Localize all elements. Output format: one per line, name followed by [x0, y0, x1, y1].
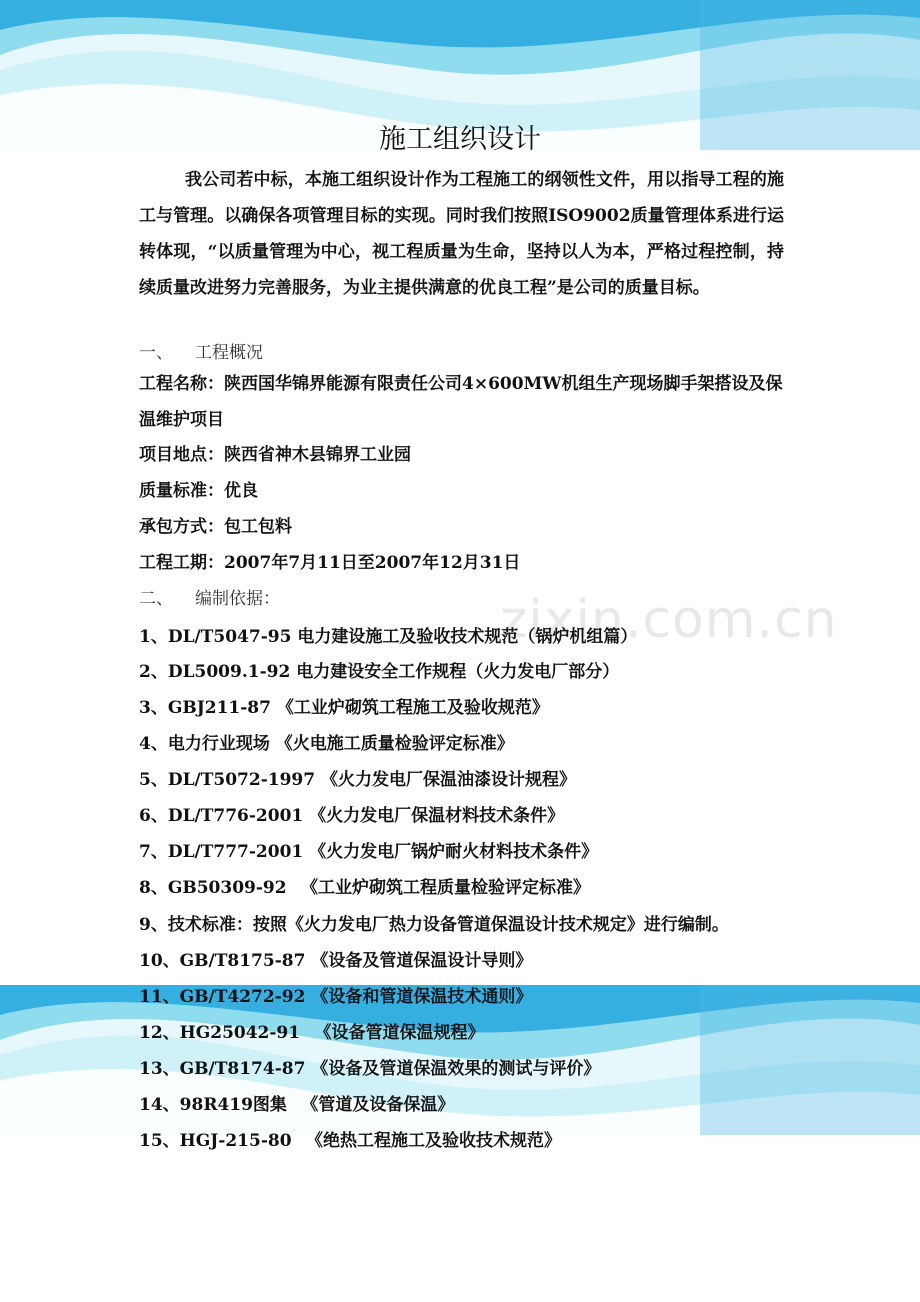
basis-item: 3、GBJ211-87 《工业炉砌筑工程施工及验收规范》 [139, 698, 549, 718]
project-duration: 工程工期：2007年7月11日至2007年12月31日 [139, 553, 521, 573]
section-heading-basis [139, 584, 280, 614]
basis-item: 6、DL/T776-2001 《火力发电厂保温材料技术条件》 [139, 806, 565, 826]
basis-item: 11、GB/T4272-92 《设备和管道保温技术通则》 [139, 987, 533, 1007]
section-title: 工程概况 [195, 343, 263, 363]
section-number: 一、 [139, 343, 173, 363]
document-title: 施工组织设计 [379, 124, 541, 155]
contract-mode: 承包方式：包工包料 [139, 517, 292, 537]
basis-item: 4、电力行业现场 《火电施工质量检验评定标准》 [139, 734, 514, 754]
basis-item: 9、技术标准：按照《火力发电厂热力设备管道保温设计技术规定》进行编制。 [139, 915, 729, 935]
basis-item: 12、HG25042-91 《设备管道保温规程》 [139, 1023, 485, 1043]
section-heading-overview [139, 338, 263, 368]
section-number: 二、 [139, 589, 173, 609]
quality-standard: 质量标准：优良 [139, 481, 258, 501]
basis-item: 13、GB/T8174-87 《设备及管道保温效果的测试与评价》 [139, 1059, 601, 1079]
project-site: 项目地点：陕西省神木县锦界工业园 [139, 445, 411, 465]
basis-item: 8、GB50309-92 《工业炉砌筑工程质量检验评定标准》 [139, 878, 590, 898]
basis-item: 7、DL/T777-2001 《火力发电厂锅炉耐火材料技术条件》 [139, 842, 599, 862]
basis-item: 10、GB/T8175-87 《设备及管道保温设计导则》 [139, 951, 533, 971]
watermark-text: zixin.com.cn [500, 590, 838, 650]
basis-item: 14、98R419图集 《管道及设备保温》 [139, 1095, 455, 1115]
basis-item: 2、DL5009.1-92 电力建设安全工作规程（火力发电厂部分） [139, 662, 620, 682]
project-name: 工程名称：陕西国华锦界能源有限责任公司4×600MW机组生产现场脚手架搭设及保温维护项目 [139, 374, 783, 430]
section-title: 编制依据： [195, 589, 280, 609]
basis-item: 15、HGJ-215-80 《绝热工程施工及验收技术规范》 [139, 1131, 561, 1151]
basis-item: 5、DL/T5072-1997 《火力发电厂保温油漆设计规程》 [139, 770, 576, 790]
basis-item: 1、DL/T5047-95 电力建设施工及验收技术规范（锅炉机组篇） [139, 627, 638, 647]
intro-paragraph: 我公司若中标，本施工组织设计作为工程施工的纲领性文件，用以指导工程的施工与管理。以确保各项管理目标的实现。同时我们按照ISO9002质量管理体系进行运转体现，“以质量管理为中心，视工程质量为生命，坚持以人为本，严格过程控制，持续质量改进努力完善服务，为业主提供满意的优良工程”是公司的质量目标。 [139, 170, 784, 298]
